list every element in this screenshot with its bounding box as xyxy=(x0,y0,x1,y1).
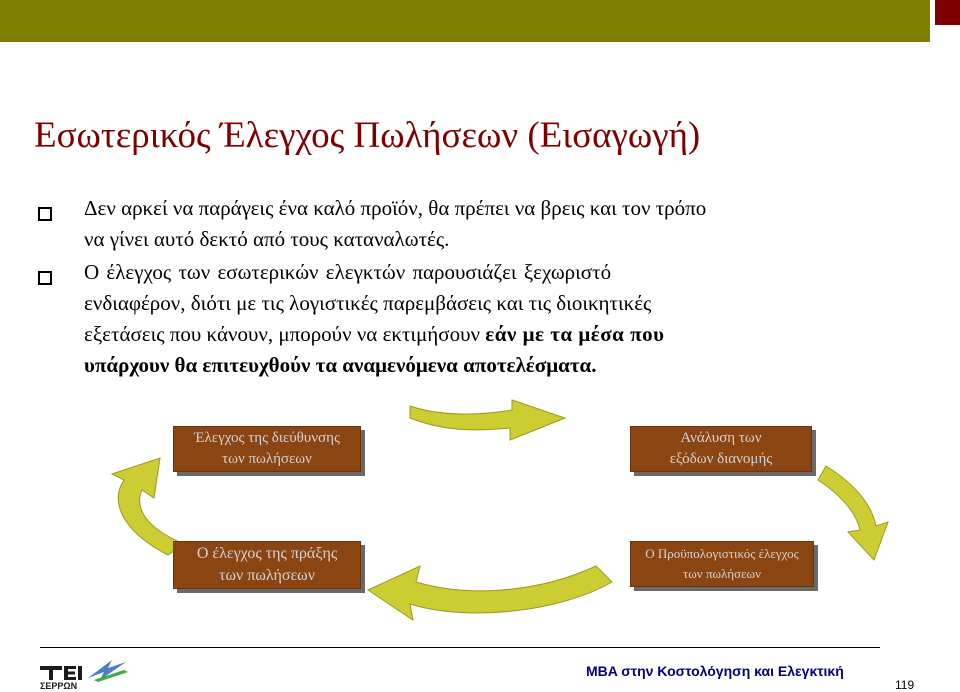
box-4-line-1: Ο Προϋπολογιστικός έλεγχος xyxy=(645,546,799,561)
box-2-line-1: Ανάλυση των xyxy=(680,430,762,446)
bullet-2-line-1: Ο έλεγχος των εσωτερικών ελεγκτών παρουσιάζει ξεχωριστό xyxy=(84,260,612,284)
tei-logo xyxy=(38,656,134,690)
bullet-1-line-1: Δεν αρκεί να παράγεις ένα καλό προϊόν, θα πρέπει να βρεις και τον τρόπο xyxy=(84,196,707,220)
right-arrow-icon xyxy=(818,466,888,560)
box-3-line-1: Ο έλεγχος της πράξης xyxy=(196,545,338,562)
top-arrow-icon xyxy=(410,400,565,440)
bullet-2-line-4-bold: υπάρχουν θα επιτευχθούν τα αναμενόμενα αποτελέσματα. xyxy=(84,353,597,377)
bottom-arrow-icon xyxy=(368,566,612,620)
bullet-2-line-2: ενδιαφέρον, διότι με τις λογιστικές παρεμβάσεις και τις διοικητικές xyxy=(84,291,652,315)
diagram-box-distribution-costs xyxy=(630,426,812,472)
footer-divider xyxy=(40,647,880,648)
diagram-box-sales-practice-control xyxy=(173,541,361,589)
box-3-line-2: των πωλήσεων xyxy=(219,567,315,584)
box-1-line-1: Έλεγχος της διεύθυνσης xyxy=(194,430,340,446)
logo-text: ΣΕΡΡΩΝ xyxy=(40,681,78,690)
box-2-line-2: εξόδων διανομής xyxy=(669,451,773,467)
bullet-2-line-3-bold: εάν με τα μέσα που xyxy=(485,322,665,346)
footer-course-title: MBA στην Κοστολόγηση και Ελεγκτική xyxy=(586,663,844,679)
box-4-line-2: των πωλήσεων xyxy=(683,566,761,581)
diagram-box-management-control xyxy=(173,426,361,472)
box-1-line-2: των πωλήσεων xyxy=(222,451,312,467)
slide-title: Εσωτερικός Έλεγχος Πωλήσεων (Εισαγωγή) xyxy=(34,115,701,156)
page-number: 119 xyxy=(895,678,915,692)
bullet-2-line-3-normal: εξετάσεις που κάνουν, μπορούν να εκτιμήσουν xyxy=(84,322,486,346)
bullet-1-line-2: να γίνει αυτό δεκτό από τους καταναλωτές. xyxy=(84,227,450,251)
diagram-box-budgetary-control xyxy=(630,541,814,587)
